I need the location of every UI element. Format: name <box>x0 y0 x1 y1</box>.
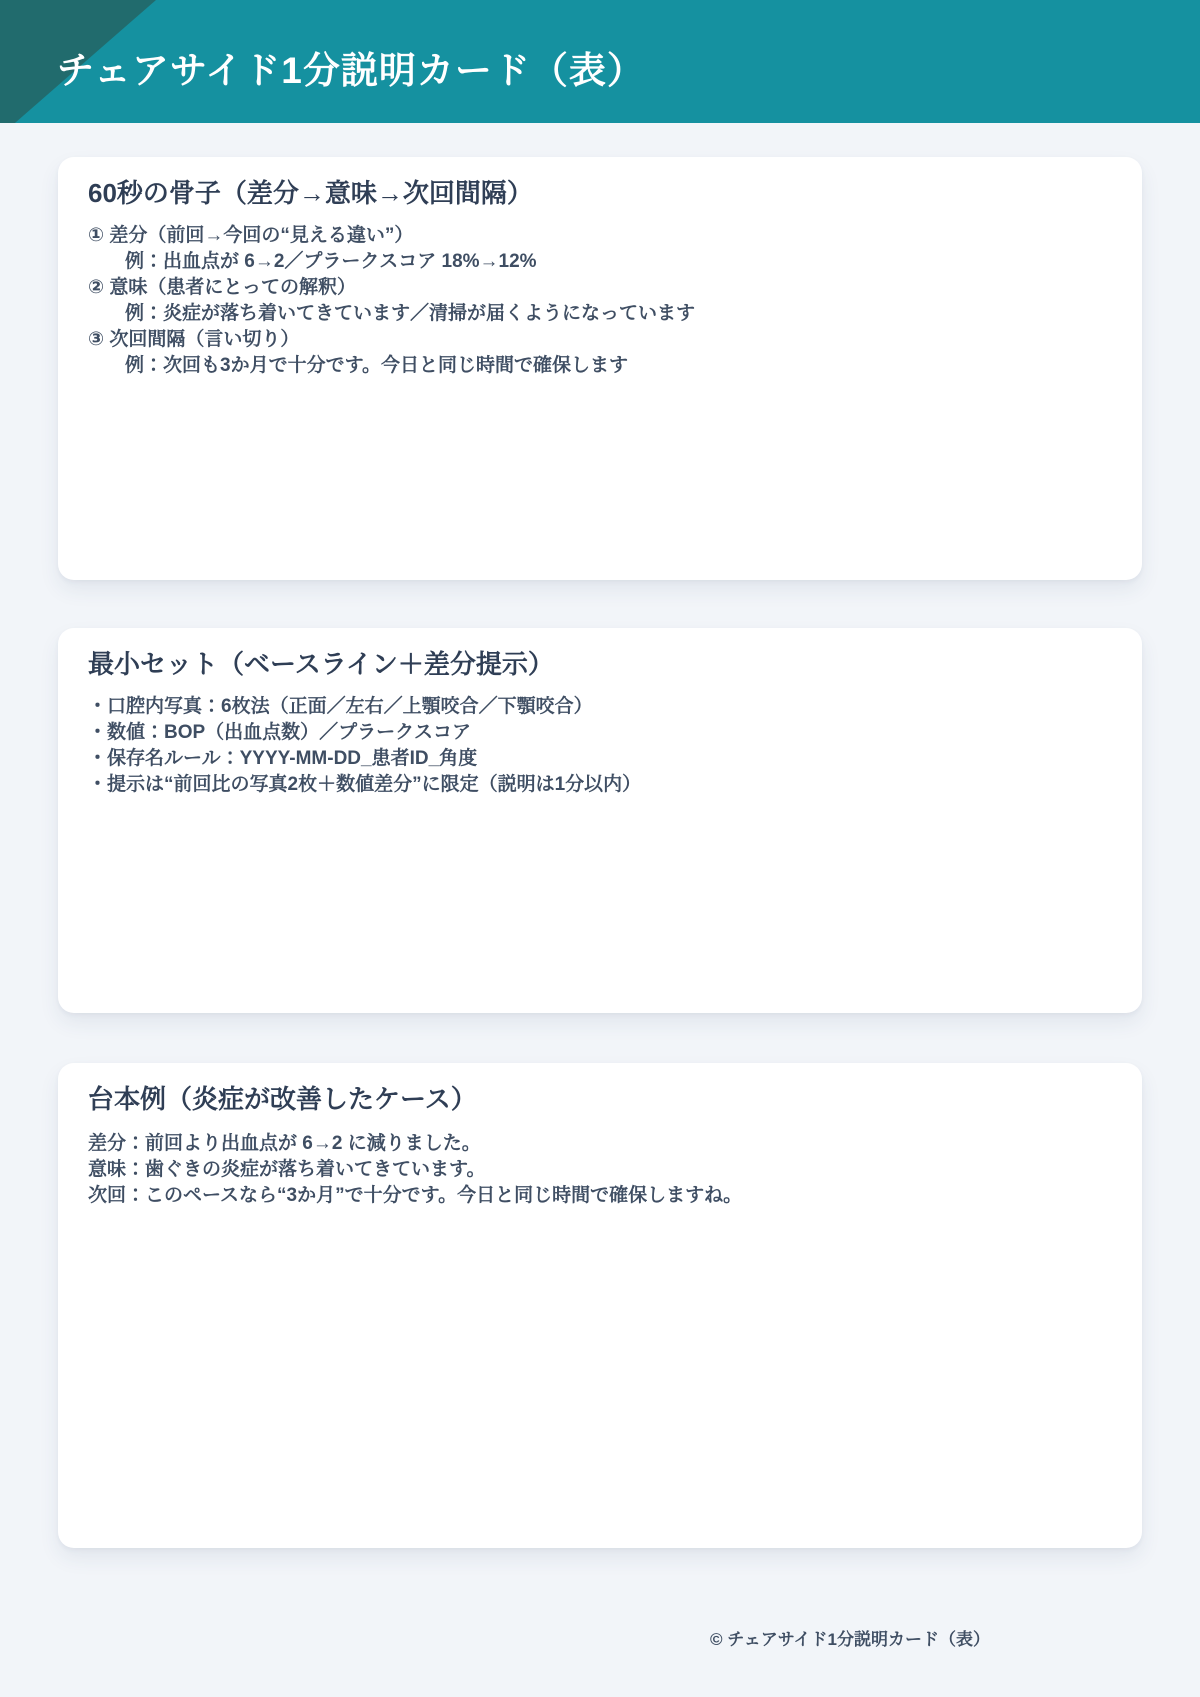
card-60sec-framework <box>58 157 1142 580</box>
minimal-set-item-presentation: ・提示は“前回比の写真2枚＋数値差分”に限定（説明は1分以内） <box>88 774 642 795</box>
script-line-next-visit: 次回：このペースなら“3か月”で十分です。今日と同じ時間で確保しますね。 <box>88 1185 743 1206</box>
page-title: チェアサイド1分説明カード（表） <box>57 50 645 91</box>
card-60sec-framework-title: 60秒の骨子（差分→意味→次回間隔） <box>88 178 533 208</box>
minimal-set-item-metrics: ・数値：BOP（出血点数）／プラークスコア <box>88 722 471 743</box>
framework-step-1: ① 差分（前回→今回の“見える違い”） <box>88 225 414 246</box>
card-minimal-set-title: 最小セット（ベースライン＋差分提示） <box>88 649 554 679</box>
script-line-difference: 差分：前回より出血点が 6→2 に減りました。 <box>88 1133 481 1154</box>
framework-step-2: ② 意味（患者にとっての解釈） <box>88 277 356 298</box>
minimal-set-item-naming-rule: ・保存名ルール：YYYY-MM-DD_患者ID_角度 <box>88 748 478 769</box>
minimal-set-item-photos: ・口腔内写真：6枚法（正面／左右／上顎咬合／下顎咬合） <box>88 696 593 717</box>
card-script-example <box>58 1063 1142 1548</box>
framework-step-3: ③ 次回間隔（言い切り） <box>88 329 300 350</box>
card-minimal-set <box>58 628 1142 1013</box>
card-script-example-title: 台本例（炎症が改善したケース） <box>88 1084 477 1114</box>
framework-step-2-example: 例：炎症が落ち着いてきています／清掃が届くようになっています <box>125 303 696 324</box>
footer-credit: © チェアサイド1分説明カード（表） <box>709 1630 990 1649</box>
framework-step-3-example: 例：次回も3か月で十分です。今日と同じ時間で確保します <box>125 355 629 376</box>
framework-step-1-example: 例：出血点が 6→2／プラークスコア 18%→12% <box>125 251 537 272</box>
script-line-meaning: 意味：歯ぐきの炎症が落ち着いてきています。 <box>88 1159 486 1180</box>
header-band <box>0 0 1200 123</box>
